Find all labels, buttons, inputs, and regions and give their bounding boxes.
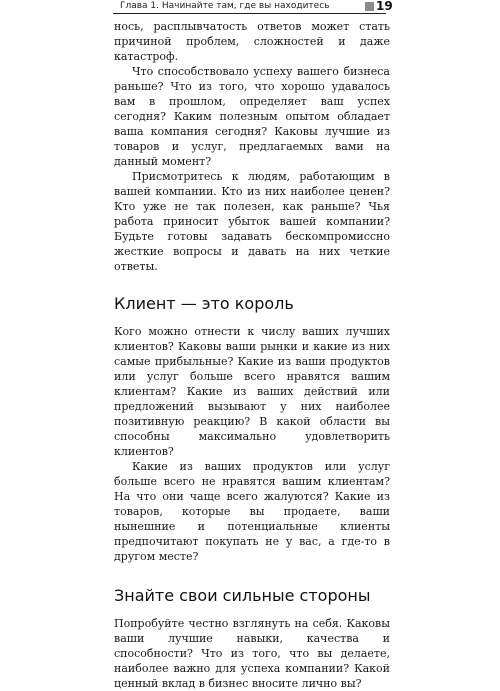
running-head-text: Глава 1. Начинайте там, где вы находитесь <box>120 1 330 11</box>
paragraph-continuation: нось, расплывчатость ответов может стать причиной проблем, сложностей и даже катастроф. <box>114 20 390 63</box>
section-heading-strengths: Знайте свои сильные стороны <box>114 586 371 605</box>
paragraph: Присмотритесь к людям, работающим в вашей компании. Кто из них наиболее ценен? Кто уже не так полезен, как раньше? Чья работа приносит убыток вашей компании? Будьте готовы задавать бескомпромиссно жесткие вопросы и давать на них четкие ответы. <box>114 170 390 273</box>
page-body <box>114 19 390 691</box>
paragraph: Кого можно отнести к числу ваших лучших клиентов? Каковы ваши рынки и какие из них самые прибыльные? Какие из ваши продуктов или услуг больше всего нравятся вашим клиентам? Какие из ваших действий или предложений вызывают у них наиболее позитивную реакцию? В какой области вы способны максимально удовлетворить клиентов? <box>114 325 390 458</box>
header-rule <box>113 13 386 14</box>
paragraph: Какие из ваших продуктов или услуг больше всего не нравятся вашим клиентам? На что они чаще всего жалуются? Какие из товаров, которые вы продаете, ваши нынешние и потенциальные клиенты предпочитают покупать не у вас, а где-то в другом месте? <box>114 460 390 563</box>
running-header <box>0 0 500 16</box>
header-square-marker <box>365 2 374 11</box>
page-number: 19 <box>376 0 393 13</box>
section-heading-client: Клиент — это король <box>114 294 294 313</box>
paragraph: Что способствовало успеху вашего бизнеса раньше? Что из того, что хорошо удавалось вам в прошлом, определяет ваш успех сегодня? Каким полезным опытом обладает ваша компания сегодня? Каковы лучшие из товаров и услуг, предлагаемых вами на данный момент? <box>114 65 390 168</box>
paragraph: Попробуйте честно взглянуть на себя. Каковы ваши лучшие навыки, качества и способности? Что из того, что вы делаете, наиболее важно для успеха компании? Какой ценный вклад в бизнес вносите лично вы? <box>114 617 390 690</box>
